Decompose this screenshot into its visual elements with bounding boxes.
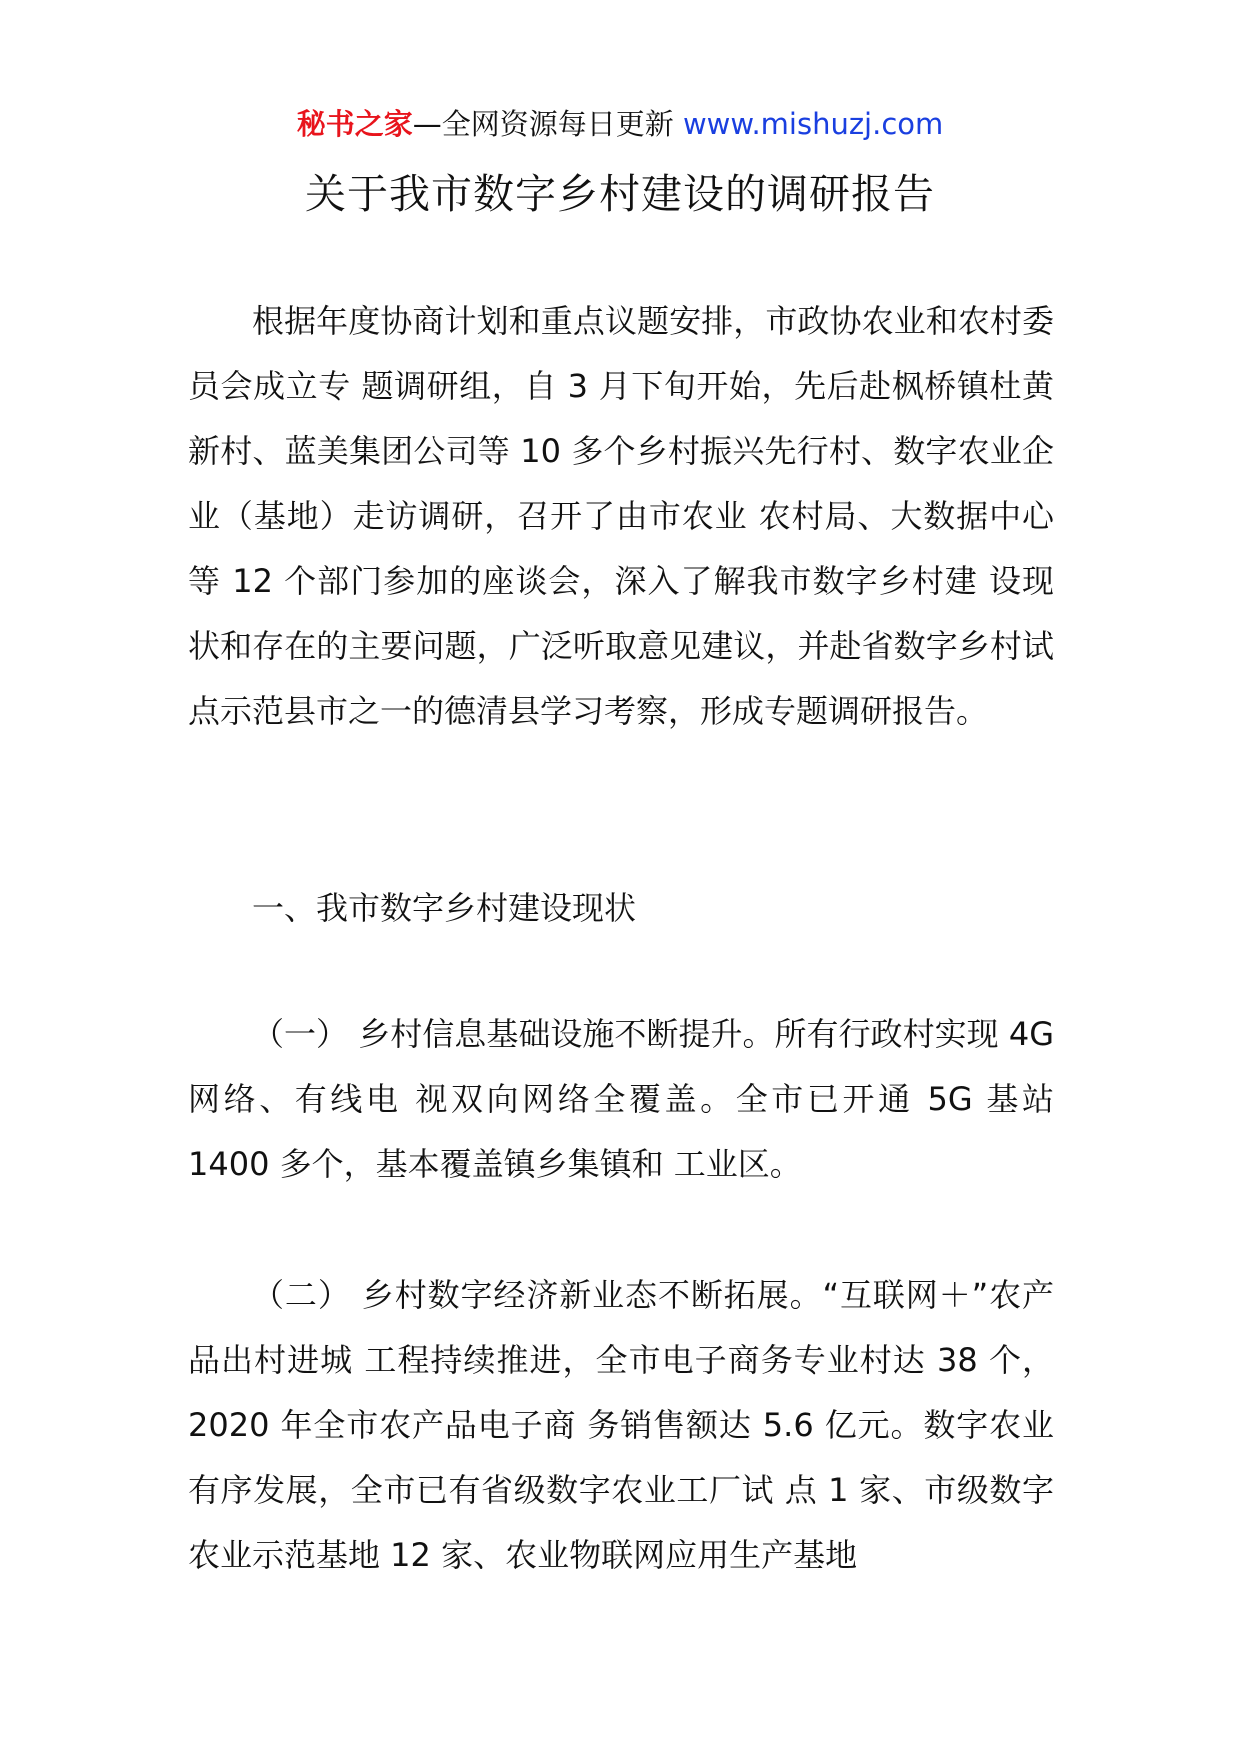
intro-paragraph-block: [188, 289, 1054, 744]
item-one-paragraph: （一） 乡村信息基础设施不断提升。所有行政村实现 4G 网络、有线电 视双向网络全覆盖。全市已开通 5G 基站 1400 多个，基本覆盖镇乡集镇和 工业区。: [188, 1015, 1054, 1183]
site-header: [0, 104, 1240, 144]
section-heading: 一、我市数字乡村建设现状: [252, 889, 637, 927]
item-two-block: [188, 1263, 1054, 1588]
intro-paragraph: 根据年度协商计划和重点议题安排，市政协农业和农村委员会成立专 题调研组，自 3 月下旬开始，先后赴枫桥镇杜黄新村、蓝美集团公司等 10 多个乡村振兴先行村、数字农业企业（基地）走访调研，召开了由市农业 农村局、大数据中心等 12 个部门参加的座谈会，深入了解我市数字乡村建 设现状和存在的主要问题，广泛听取意见建议，并赴省数字乡村试点示范县市之一的德清县学习考察，形成专题调研报告。: [188, 302, 1054, 730]
document-title: 关于我市数字乡村建设的调研报告: [305, 170, 935, 218]
header-slogan: —全网资源每日更新: [412, 107, 674, 141]
section-heading-block: [188, 876, 1054, 941]
item-two-paragraph: （二） 乡村数字经济新业态不断拓展。“互联网＋”农产品出村进城 工程持续推进，全市电子商务专业村达 38 个，2020 年全市农产品电子商 务销售额达 5.6 亿元。数字农业有序发展，全市已有省级数字农业工厂试 点 1 家、市级数字农业示范基地 12 家、农业物联网应用生产基地: [188, 1276, 1054, 1574]
site-link[interactable]: www.mishuzj.com: [682, 107, 944, 141]
brand-name: 秘书之家: [296, 107, 413, 141]
item-one-block: [188, 1002, 1054, 1197]
